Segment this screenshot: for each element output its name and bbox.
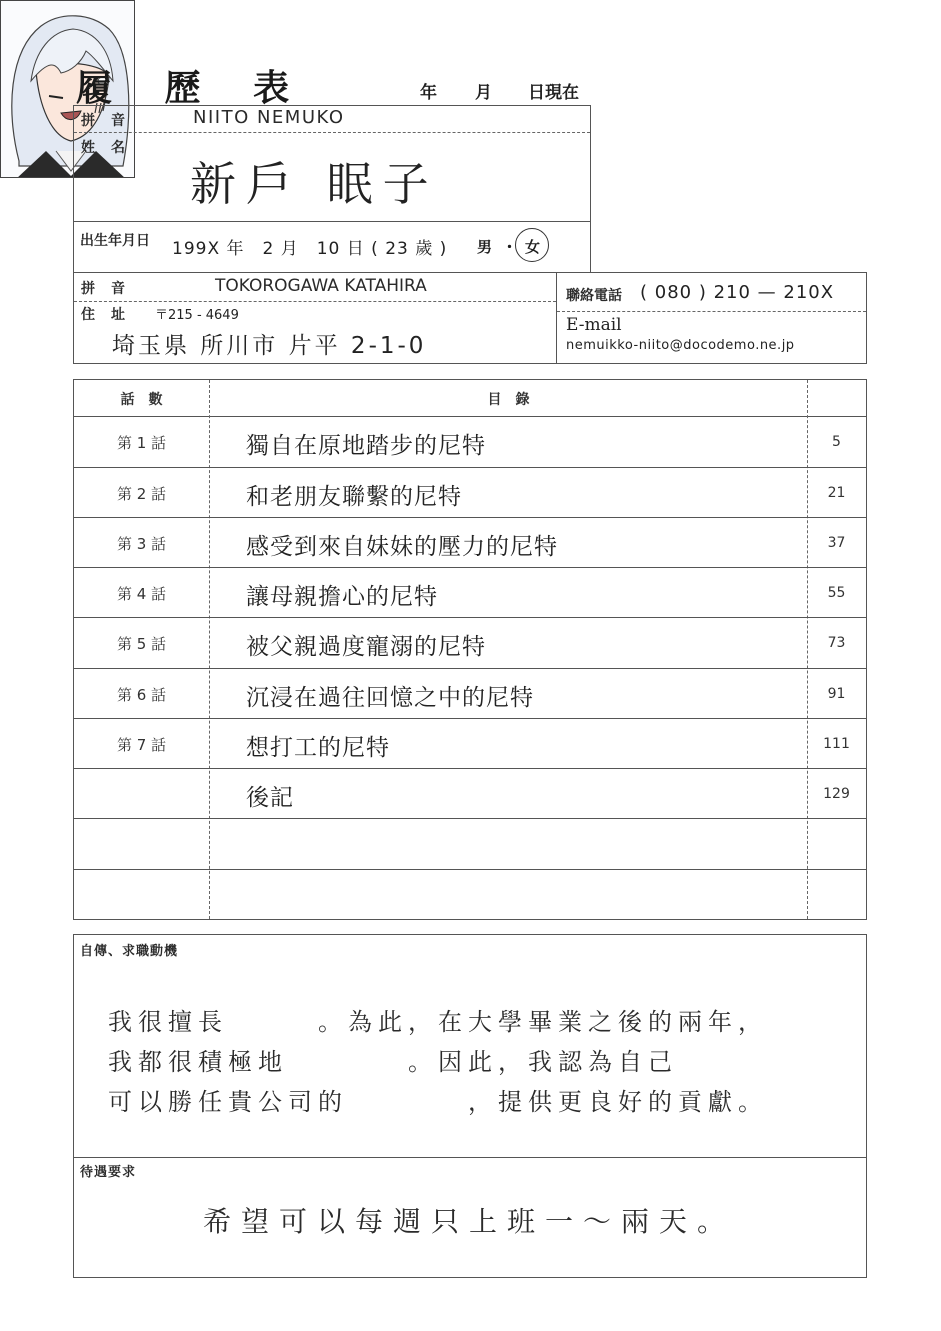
toc-chapter: 第 1 話 — [116, 434, 167, 452]
toc-title: 獨自在原地踏步的尼特 — [246, 433, 486, 459]
name-value[interactable]: 新戶 眠子 — [190, 157, 439, 211]
divider — [74, 221, 590, 222]
toc-chapter: 第 4 話 — [116, 585, 167, 603]
birthdate-label: 出生年月日 — [80, 233, 150, 249]
gender-female-option[interactable]: 女 — [525, 238, 541, 256]
gender-male-option[interactable]: 男 — [477, 238, 493, 256]
toc-row[interactable] — [74, 618, 866, 668]
toc-row[interactable] — [74, 669, 866, 719]
toc-title: 後記 — [246, 785, 294, 811]
document-title: 履 歷 表 — [76, 67, 310, 109]
toc-page: 55 — [827, 585, 846, 601]
divider — [74, 1157, 866, 1158]
self-intro-line[interactable]: 可以勝任貴公司的 ，提供更良好的貢獻。 — [108, 1088, 768, 1116]
toc-row[interactable] — [74, 468, 866, 518]
toc-chapter: 第 6 話 — [116, 686, 167, 704]
phone-label: 聯絡電話 — [566, 288, 622, 304]
name-label: 姓 名 — [81, 140, 126, 156]
toc-title: 被父親過度寵溺的尼特 — [246, 634, 486, 660]
divider — [74, 301, 556, 302]
toc-row[interactable] — [74, 417, 866, 467]
address-pinyin-label: 拼 音 — [81, 281, 126, 297]
divider — [557, 311, 866, 312]
toc-row[interactable] — [74, 518, 866, 568]
toc-header-chapter: 話 數 — [120, 392, 163, 408]
toc-row-empty — [74, 870, 866, 920]
postal-code-value[interactable]: 〒215 - 4649 — [155, 308, 239, 323]
toc-page: 37 — [827, 535, 846, 551]
toc-page: 111 — [823, 736, 850, 752]
toc-row-empty — [74, 819, 866, 869]
phone-value[interactable]: ( 080 ) 210 — 210X — [640, 282, 835, 303]
date-day-label: 日現在 — [528, 83, 579, 103]
toc-row[interactable] — [74, 719, 866, 769]
toc-page: 5 — [832, 434, 841, 450]
birthdate-value[interactable]: 199X 年 2 月 10 日 ( 23 歲 ) — [172, 239, 448, 259]
toc-title: 讓母親擔心的尼特 — [246, 584, 438, 610]
toc-chapter: 第 7 話 — [116, 736, 167, 754]
toc-page: 21 — [827, 485, 846, 501]
toc-header-contents: 目 錄 — [487, 392, 530, 408]
toc-chapter: 第 5 話 — [116, 635, 167, 653]
name-pinyin-label: 拼 音 — [81, 113, 126, 129]
gender-separator: ・ — [502, 238, 518, 256]
email-label: E-mail — [566, 315, 622, 335]
divider — [556, 272, 557, 364]
toc-page: 129 — [823, 786, 850, 802]
name-pinyin-value[interactable]: NIITO NEMUKO — [193, 107, 345, 128]
email-value[interactable]: nemuikko-niito@docodemo.ne.jp — [566, 338, 795, 353]
toc-page: 91 — [827, 686, 846, 702]
self-intro-line[interactable]: 我很擅長 。為此，在大學畢業之後的兩年， — [108, 1008, 768, 1036]
toc-row[interactable] — [74, 769, 866, 819]
toc-page: 73 — [827, 635, 846, 651]
self-intro-line[interactable]: 我都很積極地 。因此，我認為自己 — [108, 1048, 678, 1076]
requirements-label: 待遇要求 — [80, 1165, 137, 1180]
divider — [74, 132, 590, 133]
toc-title: 想打工的尼特 — [246, 735, 390, 761]
toc-chapter: 第 2 話 — [116, 485, 167, 503]
address-label: 住 址 — [81, 307, 126, 323]
requirements-value[interactable]: 希望可以每週只上班一～兩天。 — [203, 1205, 736, 1238]
toc-title: 和老朋友聯繫的尼特 — [246, 484, 462, 510]
address-value[interactable]: 埼玉県 所川市 片平 2-1-0 — [112, 333, 427, 359]
toc-chapter: 第 3 話 — [116, 535, 167, 553]
toc-title: 感受到來自妹妹的壓力的尼特 — [246, 534, 558, 560]
date-month-label: 月 — [475, 83, 492, 103]
date-year-label: 年 — [420, 83, 437, 103]
toc-row[interactable] — [74, 568, 866, 618]
address-pinyin-value[interactable]: TOKOROGAWA KATAHIRA — [215, 276, 427, 296]
self-intro-label: 自傳、求職動機 — [80, 944, 179, 959]
toc-title: 沉浸在過往回憶之中的尼特 — [246, 685, 534, 711]
